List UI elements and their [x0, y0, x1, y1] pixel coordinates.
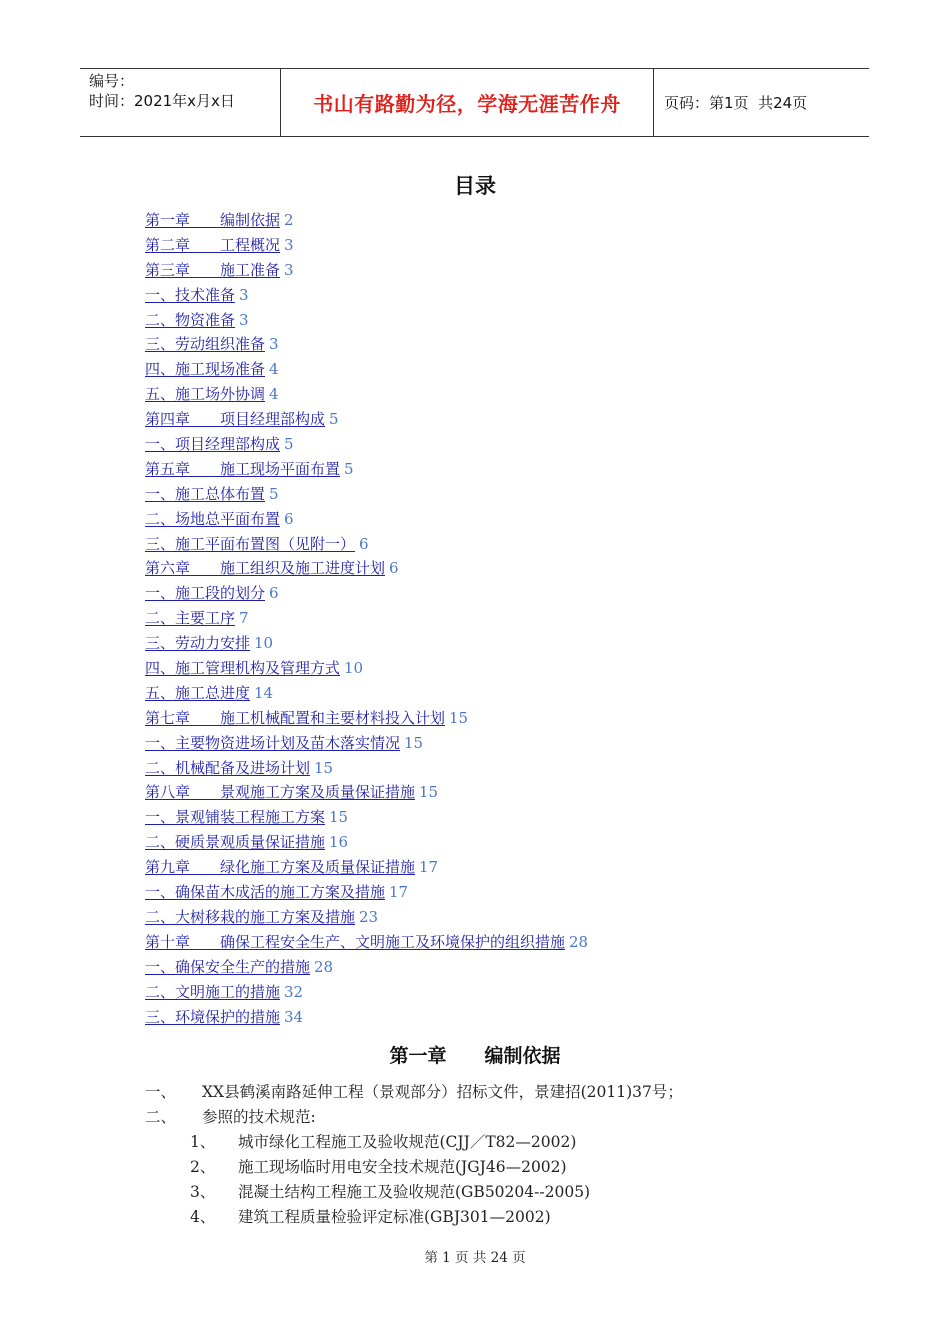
toc-page-number: 3 — [284, 235, 294, 254]
page-footer: 第 1 页 共 24 页 — [424, 1250, 526, 1266]
toc-page-number: 6 — [359, 534, 369, 553]
toc-entry — [145, 930, 845, 955]
toc-page-number: 15 — [314, 758, 334, 777]
toc-entry — [145, 756, 845, 781]
toc-link[interactable]: 四、施工现场准备 — [145, 360, 266, 379]
toc-page-number: 34 — [284, 1007, 304, 1026]
toc-title: 目录 — [454, 174, 496, 198]
spec-line — [145, 1130, 865, 1155]
toc-link[interactable]: 二、文明施工的措施 — [145, 982, 281, 1001]
toc-entry — [145, 208, 845, 233]
spec-line — [145, 1155, 865, 1180]
toc-page-number: 10 — [254, 634, 274, 653]
toc-page-number: 5 — [284, 435, 294, 454]
toc-entry — [145, 855, 845, 880]
time-label: 时间：2021年x月x日 — [89, 92, 235, 110]
toc-page-number: 6 — [389, 559, 399, 578]
toc-entry — [145, 457, 845, 482]
toc-entry — [145, 308, 845, 333]
toc-link[interactable]: 五、施工总进度 — [145, 683, 251, 702]
spec-line — [145, 1205, 865, 1230]
toc-link[interactable]: 二、场地总平面布置 — [145, 509, 281, 528]
toc-entry — [145, 233, 845, 258]
toc-entry — [145, 706, 845, 731]
spec-number: 3、 — [190, 1183, 216, 1201]
toc-link[interactable]: 一、景观铺装工程施工方案 — [145, 808, 326, 827]
body-line — [145, 1105, 865, 1130]
toc-page-number: 3 — [269, 335, 279, 354]
toc-link[interactable]: 二、机械配备及进场计划 — [145, 758, 311, 777]
spec-line — [145, 1180, 865, 1205]
toc-link[interactable]: 第十章 确保工程安全生产、文明施工及环境保护的组织措施 — [145, 932, 566, 951]
toc-entry — [145, 532, 845, 557]
toc-page-number: 5 — [344, 459, 354, 478]
toc-entry — [145, 407, 845, 432]
toc-page-number: 5 — [269, 484, 279, 503]
toc-page-number: 6 — [284, 509, 294, 528]
toc-entry — [145, 283, 845, 308]
toc-page-number: 4 — [269, 385, 279, 404]
toc-entry — [145, 357, 845, 382]
chapter-title: 第一章 编制依据 — [389, 1045, 561, 1067]
toc-entry — [145, 556, 845, 581]
toc-entry — [145, 905, 845, 930]
toc-link[interactable]: 第六章 施工组织及施工进度计划 — [145, 559, 386, 578]
toc-page-number: 15 — [419, 783, 439, 802]
toc-entry — [145, 731, 845, 756]
toc-entry — [145, 780, 845, 805]
toc-entry — [145, 606, 845, 631]
spec-text: 混凝土结构工程施工及验收规范(GB50204--2005) — [238, 1183, 591, 1201]
toc-page-number: 3 — [239, 285, 249, 304]
toc-link[interactable]: 三、劳动力安排 — [145, 634, 251, 653]
toc-page-number: 23 — [359, 907, 379, 926]
toc-link[interactable]: 一、技术准备 — [145, 285, 236, 304]
toc-link[interactable]: 一、项目经理部构成 — [145, 435, 281, 454]
toc-link[interactable]: 五、施工场外协调 — [145, 385, 266, 404]
toc-link[interactable]: 三、施工平面布置图（见附一） — [145, 534, 356, 553]
toc-link[interactable]: 第九章 绿化施工方案及质量保证措施 — [145, 858, 416, 877]
toc-page-number: 16 — [329, 833, 349, 852]
toc-link[interactable]: 三、劳动组织准备 — [145, 335, 266, 354]
toc-page-number: 2 — [284, 211, 294, 229]
toc-entry — [145, 880, 845, 905]
toc-page-number: 6 — [269, 584, 279, 603]
toc-entry — [145, 805, 845, 830]
toc-link[interactable]: 第一章 编制依据 — [145, 211, 281, 229]
header-meta-cell — [80, 69, 281, 136]
toc-link[interactable]: 四、施工管理机构及管理方式 — [145, 659, 341, 678]
toc-link[interactable]: 一、确保苗木成活的施工方案及措施 — [145, 883, 386, 902]
toc-link[interactable]: 一、施工段的划分 — [145, 584, 266, 603]
toc-page-number: 10 — [344, 659, 364, 678]
toc-entry — [145, 581, 845, 606]
toc-link[interactable]: 一、施工总体布置 — [145, 484, 266, 503]
toc-link[interactable]: 二、大树移栽的施工方案及措施 — [145, 907, 356, 926]
toc-page-number: 28 — [569, 932, 589, 951]
spec-text: 建筑工程质量检验评定标准(GBJ301—2002) — [238, 1208, 551, 1226]
toc-entry — [145, 1005, 845, 1030]
header-motto: 书山有路勤为径，学海无涯苦作舟 — [281, 69, 654, 136]
spec-number: 4、 — [190, 1208, 216, 1226]
toc-page-number: 15 — [449, 708, 469, 727]
page-info: 页码：第1页 共24页 — [664, 94, 808, 112]
toc-link[interactable]: 一、主要物资进场计划及苗木落实情况 — [145, 733, 401, 752]
spec-text: 城市绿化工程施工及验收规范(CJJ／T82—2002) — [238, 1133, 577, 1151]
toc-page-number: 15 — [329, 808, 349, 827]
toc-link[interactable]: 第八章 景观施工方案及质量保证措施 — [145, 783, 416, 802]
toc-link[interactable]: 三、环境保护的措施 — [145, 1007, 281, 1026]
toc-entry — [145, 955, 845, 980]
toc-entry — [145, 507, 845, 532]
line-number: 二、 — [145, 1108, 177, 1126]
toc-link[interactable]: 一、确保安全生产的措施 — [145, 957, 311, 976]
toc-link[interactable]: 第四章 项目经理部构成 — [145, 410, 326, 429]
toc-link[interactable]: 第五章 施工现场平面布置 — [145, 459, 341, 478]
line-number: 一、 — [145, 1083, 177, 1101]
line-text: XX县鹤溪南路延伸工程（景观部分）招标文件，景建招(2011)37号； — [202, 1083, 683, 1101]
toc-link[interactable]: 第三章 施工准备 — [145, 260, 281, 279]
spec-text: 施工现场临时用电安全技术规范(JGJ46—2002) — [238, 1158, 567, 1176]
toc-entry — [145, 432, 845, 457]
spec-number: 2、 — [190, 1158, 216, 1176]
toc-page-number: 7 — [239, 609, 249, 628]
toc-page-number: 15 — [404, 733, 424, 752]
toc-entry — [145, 681, 845, 706]
line-text: 参照的技术规范: — [202, 1108, 316, 1126]
toc-entry — [145, 656, 845, 681]
table-of-contents — [145, 208, 845, 1029]
document-header — [80, 68, 869, 137]
toc-page-number: 4 — [269, 360, 279, 379]
toc-link[interactable]: 二、硬质景观质量保证措施 — [145, 833, 326, 852]
toc-page-number: 17 — [389, 883, 409, 902]
toc-page-number: 14 — [254, 683, 274, 702]
toc-page-number: 3 — [239, 310, 249, 329]
body-line — [145, 1080, 865, 1105]
toc-page-number: 17 — [419, 858, 439, 877]
toc-entry — [145, 332, 845, 357]
toc-entry — [145, 382, 845, 407]
toc-page-number: 3 — [284, 260, 294, 279]
number-label: 编号： — [89, 72, 135, 90]
toc-link[interactable]: 二、主要工序 — [145, 609, 236, 628]
toc-entry — [145, 830, 845, 855]
spec-number: 1、 — [190, 1133, 216, 1151]
toc-page-number: 5 — [329, 410, 339, 429]
toc-link[interactable]: 二、物资准备 — [145, 310, 236, 329]
toc-entry — [145, 980, 845, 1005]
header-page-info-cell — [654, 69, 869, 136]
toc-entry — [145, 482, 845, 507]
toc-link[interactable]: 第七章 施工机械配置和主要材料投入计划 — [145, 708, 446, 727]
toc-entry — [145, 258, 845, 283]
toc-page-number: 28 — [314, 957, 334, 976]
toc-entry — [145, 631, 845, 656]
toc-link[interactable]: 第二章 工程概况 — [145, 235, 281, 254]
chapter-body — [145, 1080, 865, 1230]
toc-page-number: 32 — [284, 982, 304, 1001]
